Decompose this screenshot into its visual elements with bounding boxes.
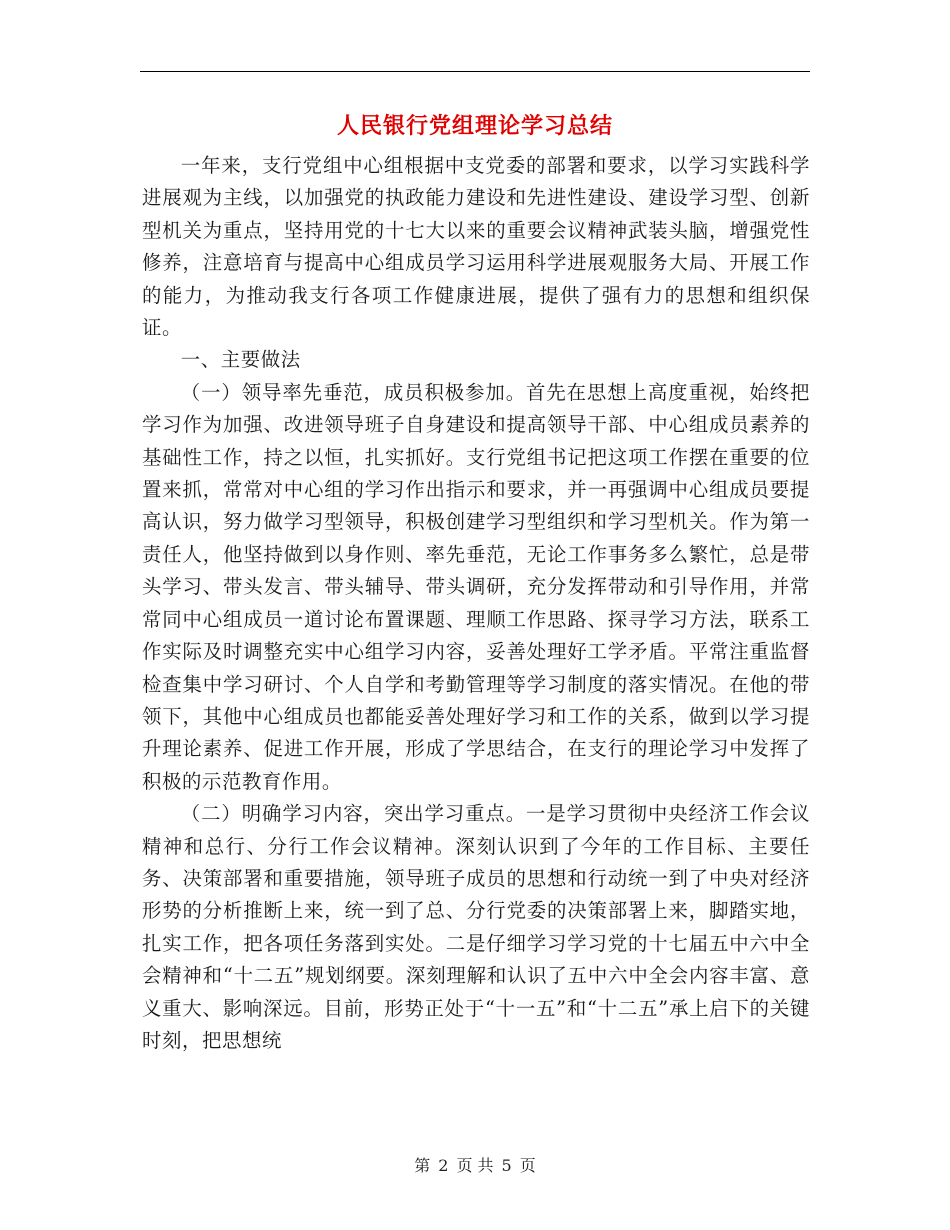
header-rule — [140, 71, 810, 72]
page-label-prefix: 第 — [414, 1156, 431, 1175]
intro-paragraph: 一年来，支行党组中心组根据中支党委的部署和要求，以学习实践科学进展观为主线，以加强党的执政能力建设和先进性建设、建设学习型、创新型机关为重点，坚持用党的十七大以来的重要会议精神武装头脑，增强党性修养，注意培育与提高中心组成员学习运用科学进展观服务大局、开展工作的能力，为推动我支行各项工作健康进展，提供了强有力的思想和组织保证。 — [142, 154, 810, 340]
total-page-count: 5 — [501, 1156, 512, 1175]
current-page-number: 2 — [438, 1156, 449, 1175]
document-title: 人民银行党组理论学习总结 — [336, 113, 613, 139]
body-paragraph: （二）明确学习内容，突出学习重点。一是学习贯彻中央经济工作会议精神和总行、分行工作会议精神。深刻认识到了今年的工作目标、主要任务、决策部署和重要措施，领导班子成员的思想和行动统一到了中央对经济形势的分析推断上来，统一到了总、分行党委的决策部署上来，脚踏实地，扎实工作，把各项任务落到实处。二是仔细学习学习党的十七届五中六中全会精神和“十二五”规划纲要。深刻理解和认识了五中六中全会内容丰富、意义重大、影响深远。目前，形势正处于“十一五”和“十二五”承上启下的关键时刻，把思想统 — [142, 802, 810, 1052]
body-paragraph: （一）领导率先垂范，成员积极参加。首先在思想上高度重视，始终把学习作为加强、改进领导班子自身建设和提高领导干部、中心组成员素养的基础性工作，持之以恒，扎实抓好。支行党组书记把这项工作摆在重要的位置来抓，常常对中心组的学习作出指示和要求，并一再强调中心组成员要提高认识，努力做学习型领导，积极创建学习型组织和学习型机关。作为第一责任人，他坚持做到以身作则、率先垂范，无论工作事务多么繁忙，总是带头学习、带头发言、带头辅导、带头调研，充分发挥带动和引导作用，并常常同中心组成员一道讨论布置课题、理顺工作思路、探寻学习方法，联系工作实际及时调整充实中心组学习内容，妥善处理好工学矛盾。平常注重监督检查集中学习研讨、个人自学和考勤管理等学习制度的落实情况。在他的带领下，其他中心组成员也都能妥善处理好学习和工作的关系，做到以学习提升理论素养、促进工作开展，形成了学思结合，在支行的理论学习中发挥了积极的示范教育作用。 — [142, 380, 810, 793]
page-label-mid: 页 共 — [456, 1156, 494, 1175]
document-body — [142, 150, 810, 1057]
page-number-footer — [0, 1154, 950, 1178]
section-heading: 一、主要做法 — [180, 348, 301, 372]
page-label-suffix: 页 — [519, 1156, 536, 1175]
